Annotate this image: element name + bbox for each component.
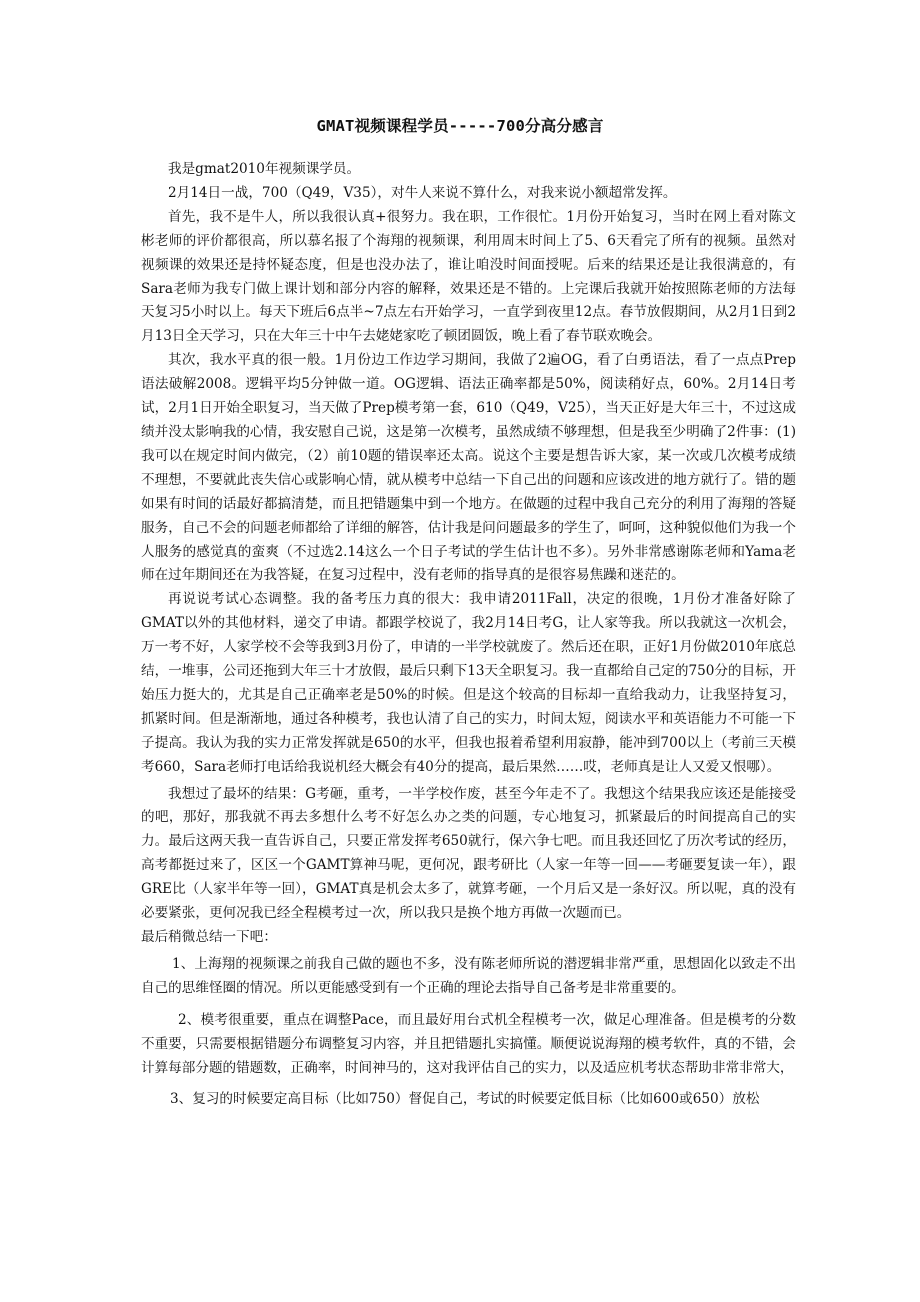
paragraph-second: 其次，我水平真的很一般。1月份边工作边学习期间，我做了2遍OG，看了白勇语法，看了一点点Prep语法破解2008。逻辑平均5分钟做一道。OG逻辑、语法正确率都是50%，阅读稍好点，60%。2月14日考试，2月1日开始全职复习，当天做了Prep模考第一套，610（Q49，V25），当天正好是大年三十，不过这成绩并没太影响我的心情，我安慰自己说，这是第一次模考，虽然成绩不够理想，但是我至少明确了2件事：(1)我可以在规定时间内做完，（2）前10题的错误率还太高。说这个主要是想告诉大家，某一次或几次模考成绩不理想，不要就此丧失信心或影响心情，就从模考中总结一下自己出的问题和应该改进的地方就行了。错的题如果有时间的话最好都搞清楚，而且把错题集中到一个地方。在做题的过程中我自己充分的利用了海翔的答疑服务，自己不会的问题老师都给了详细的解答，估计我是问问题最多的学生了，呵呵，这种貌似他们为我一个人服务的感觉真的蛮爽（不过选2.14这么一个日子考试的学生估计也不多）。另外非常感谢陈老师和Yama老师在过年期间还在为我答疑，在复习过程中，没有老师的指导真的是很容易焦躁和迷茫的。 [141,352,796,584]
paragraph-intro: 我是gmat2010年视频课学员。 [168,161,361,177]
paragraph-first: 首先，我不是牛人，所以我很认真+很努力。我在职，工作很忙。1月份开始复习，当时在网上看对陈文彬老师的评价都很高，所以慕名报了个海翔的视频课，利用周末时间上了5、6天看完了所有的视频。虽然对视频课的效果还是持怀疑态度，但是也没办法了，谁让咱没时间面授呢。后来的结果还是让我很满意的，有Sara老师为我专门做上课计划和部分内容的解释，效果还是不错的。上完课后我就开始按照陈老师的方法每天复习5小时以上。每天下班后6点半~7点左右开始学习，一直学到夜里12点。春节放假期间，从2月1日到2月13日全天学习，只在大年三十中午去姥姥家吃了顿团圆饭，晚上看了春节联欢晚会。 [141,208,796,345]
summary-item-1: 1、上海翔的视频课之前我自己做的题也不多，没有陈老师所说的潜逻辑非常严重，思想固化以致走不出自己的思维怪圈的情况。所以更能感受到有一个正确的理论去指导自己备考是非常重要的。 [141,955,796,996]
summary-item-3: 3、复习的时候要定高目标（比如750）督促自己，考试的时候要定低目标（比如600或650）放松 [170,1091,760,1108]
document-body [141,158,796,1112]
paragraph-worst-case: 我想过了最坏的结果：G考砸，重考，一半学校作废，甚至今年走不了。我想这个结果我应该还是能接受的吧，那好，那我就不再去多想什么考不好怎么办之类的问题，专心地复习，抓紧最后的时间提高自己的实力。最后这两天我一直告诉自己，只要正常发挥考650就行，保六争七吧。而且我还回忆了历次考试的经历，高考都挺过来了，区区一个GAMT算神马呢，更何况，跟考研比（人家一年等一回——考砸要复读一年），跟GRE比（人家半年等一回），GMAT真是机会太多了，就算考砸，一个月后又是一条好汉。所以呢，真的没有必要紧张，更何况我已经全程模考过一次，所以我只是换个地方再做一次题而已。 [141,785,796,922]
paragraph-mindset: 再说说考试心态调整。我的备考压力真的很大：我申请2011Fall，决定的很晚，1月份才准备好除了GMAT以外的其他材料，递交了申请。都跟学校说了，我2月14日考G，让人家等我。所以我就这一次机会，万一考不好，人家学校不会等我到3月份了，申请的一半学校就废了。然后还在职，正好1月份做2010年底总结，一堆事，公司还拖到大年三十才放假，最后只剩下13天全职复习。我一直都给自己定的750分的目标，开始压力挺大的，尤其是自己正确率老是50%的时候。但是这个较高的目标却一直给我动力，让我坚持复习，抓紧时间。但是渐渐地，通过各种模考，我也认清了自己的实力，时间太短，阅读水平和英语能力不可能一下子提高。我认为我的实力正常发挥就是650的水平，但我也报着希望利用寂静，能冲到700以上（考前三天模考660，Sara老师打电话给我说机经大概会有40分的提高，最后果然……哎，老师真是让人又爱又恨哪）。 [141,591,796,775]
paragraph-score: 2月14日一战，700（Q49，V35），对牛人来说不算什么，对我来说小额超常发挥。 [168,184,677,201]
document-title: GMAT视频课程学员-----700分高分感言 [316,117,604,135]
summary-item-2: 2、模考很重要，重点在调整Pace，而且最好用台式机全程模考一次，做足心理准备。但是模考的分数不重要，只需要根据错题分布调整复习内容，并且把错题扎实搞懂。顺便说说海翔的模考软件，真的不错，会计算每部分题的错题数，正确率，时间神马的，这对我评估自己的实力，以及适应机考状态帮助非常非常大， [141,1011,796,1076]
paragraph-summary-heading: 最后稍微总结一下吧： [141,929,277,945]
